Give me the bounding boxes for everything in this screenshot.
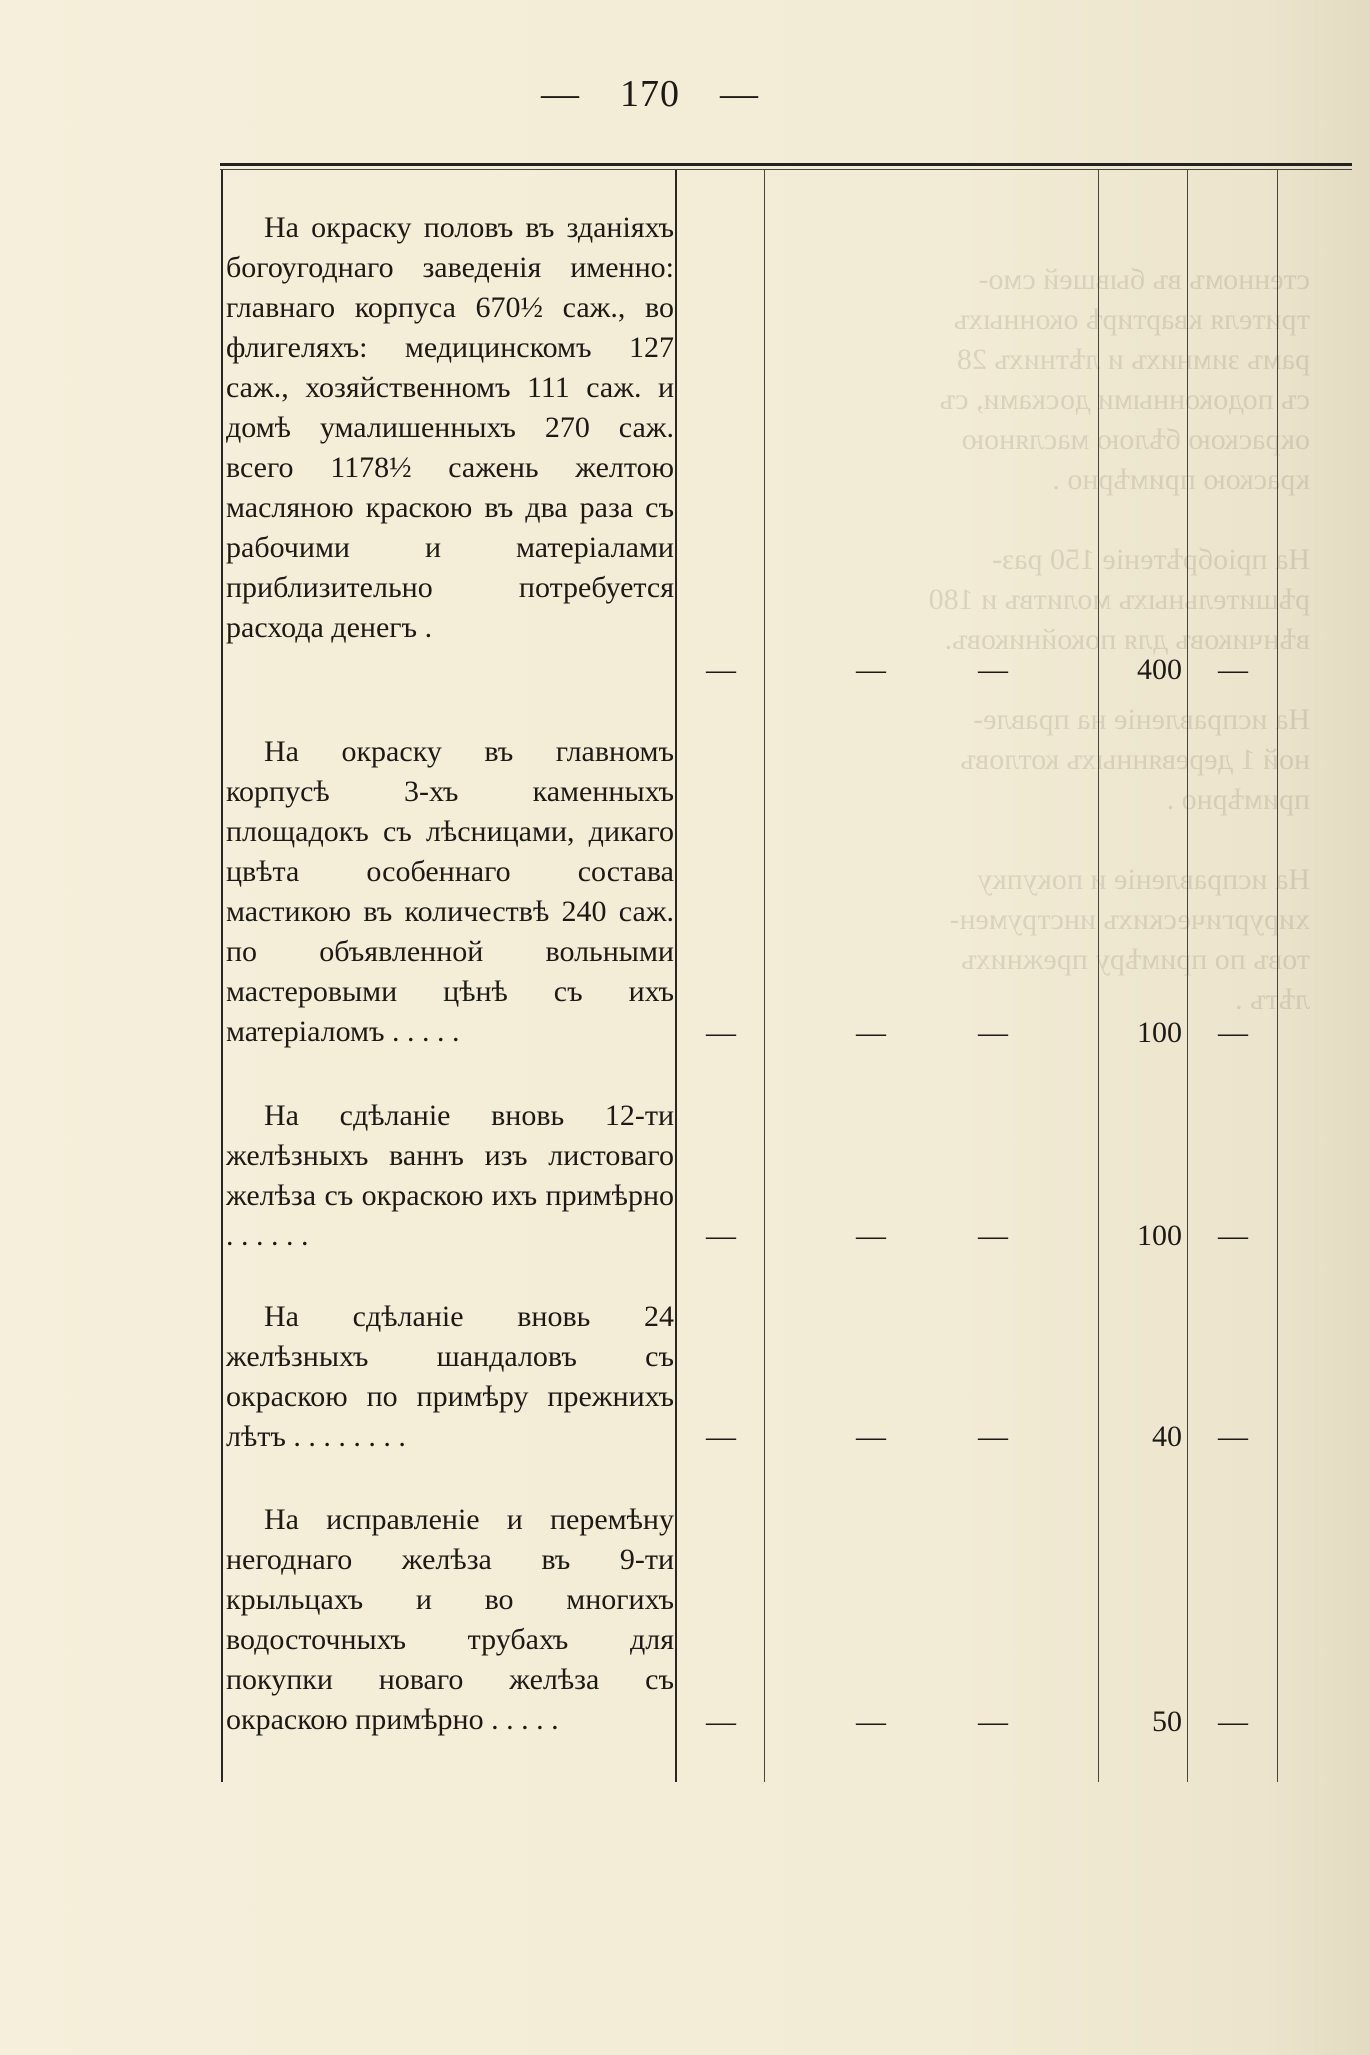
entry-col3: —	[978, 1420, 1008, 1453]
entry-col2: —	[856, 653, 886, 686]
entry-col5: —	[1218, 1219, 1248, 1252]
entry-col1: —	[706, 1219, 736, 1252]
table-row	[226, 732, 674, 1052]
entry-text: На окраску въ главномъ корпусѣ 3-хъ каменныхъ площадокъ съ лѣсницами, дикаго цвѣта особеннаго состава мастикою въ количествѣ 240 саж. по объявленной вольными мастеровыми цѣнѣ съ ихъ матеріаломъ . . . . .	[226, 735, 674, 1048]
entry-col5: —	[1218, 1016, 1248, 1049]
page-number-dash-left: —	[541, 73, 580, 115]
page-number: 170	[620, 73, 680, 115]
table-column-rule	[1187, 170, 1188, 1782]
entry-col5: —	[1218, 1420, 1248, 1453]
entry-col1: —	[706, 653, 736, 686]
entry-col2: —	[856, 1420, 886, 1453]
table-row	[226, 1096, 674, 1256]
entry-col2: —	[856, 1219, 886, 1252]
bleed-through-texture: стенномъ въ бывшей смо- трителя квартирѣ оконныхъ рамъ зимнихъ и лѣтнихъ 28 съ подоконными досками, съ окраскою бѣлою масляною краскою примѣрно . На пріобрѣтеніе 150 раз- рѣшительныхъ молитвъ и 180 вѣнчиковъ для покойниковъ. На исправленіе на правле- ной 1 деревянныхъ котловъ примѣрно . На исправленіе покупку хирургическихъ инструмен- товъ по примѣру прежнихъ лѣтъ .	[928, 263, 1310, 1016]
table-column-rule	[1098, 170, 1099, 1782]
entry-col5: —	[1218, 1705, 1248, 1738]
entry-amount: 100	[1137, 1219, 1182, 1252]
entry-col1: —	[706, 1705, 736, 1738]
table-top-rule-thin	[220, 169, 1352, 170]
entry-amount: 400	[1137, 653, 1182, 686]
entry-amount: 40	[1152, 1420, 1182, 1453]
table-column-rule	[675, 170, 677, 1782]
entry-text: На сдѣланіе вновь 24 желѣзныхъ шандаловъ съ окраскою по примѣру прежнихъ лѣтъ . . . . . . . .	[226, 1300, 674, 1453]
table-column-rule	[221, 170, 223, 1782]
page-number-header	[0, 72, 1300, 116]
table-top-rule	[220, 163, 1352, 166]
table-column-rule	[1277, 170, 1278, 1782]
table-row	[226, 208, 674, 648]
entry-col3: —	[978, 1705, 1008, 1738]
entry-col3: —	[978, 653, 1008, 686]
entry-amount: 50	[1152, 1705, 1182, 1738]
table-row	[226, 1297, 674, 1457]
page-number-dash-right: —	[720, 73, 759, 115]
entry-col1: —	[706, 1420, 736, 1453]
table-row	[226, 1500, 674, 1740]
entry-col2: —	[856, 1705, 886, 1738]
entry-col3: —	[978, 1219, 1008, 1252]
entry-col3: —	[978, 1016, 1008, 1049]
entry-col2: —	[856, 1016, 886, 1049]
entry-col1: —	[706, 1016, 736, 1049]
entry-text: На сдѣланіе вновь 12-ти желѣзныхъ ваннъ изъ листоваго желѣза съ окраскою ихъ примѣрно . . . . . .	[226, 1099, 674, 1252]
entry-text: На исправленіе и перемѣну негоднаго желѣза въ 9-ти крыльцахъ и во многихъ водосточныхъ трубахъ для покупки новаго желѣза съ окраскою примѣрно . . . . .	[226, 1503, 674, 1736]
entry-text: На окраску половъ въ зданіяхъ богоугоднаго заведенія именно: главнаго корпуса 670½ саж., во флигеляхъ: медицинскомъ 127 саж., хозяйственномъ 111 саж. и домѣ умалишенныхъ 270 саж. всего 1178½ сажень желтою масляною краскою въ два раза съ рабочими и матеріалами приблизительно потребуется расхода денегъ .	[226, 211, 674, 644]
entry-col5: —	[1218, 653, 1248, 686]
entry-amount: 100	[1137, 1016, 1182, 1049]
table-column-rule	[764, 170, 765, 1782]
